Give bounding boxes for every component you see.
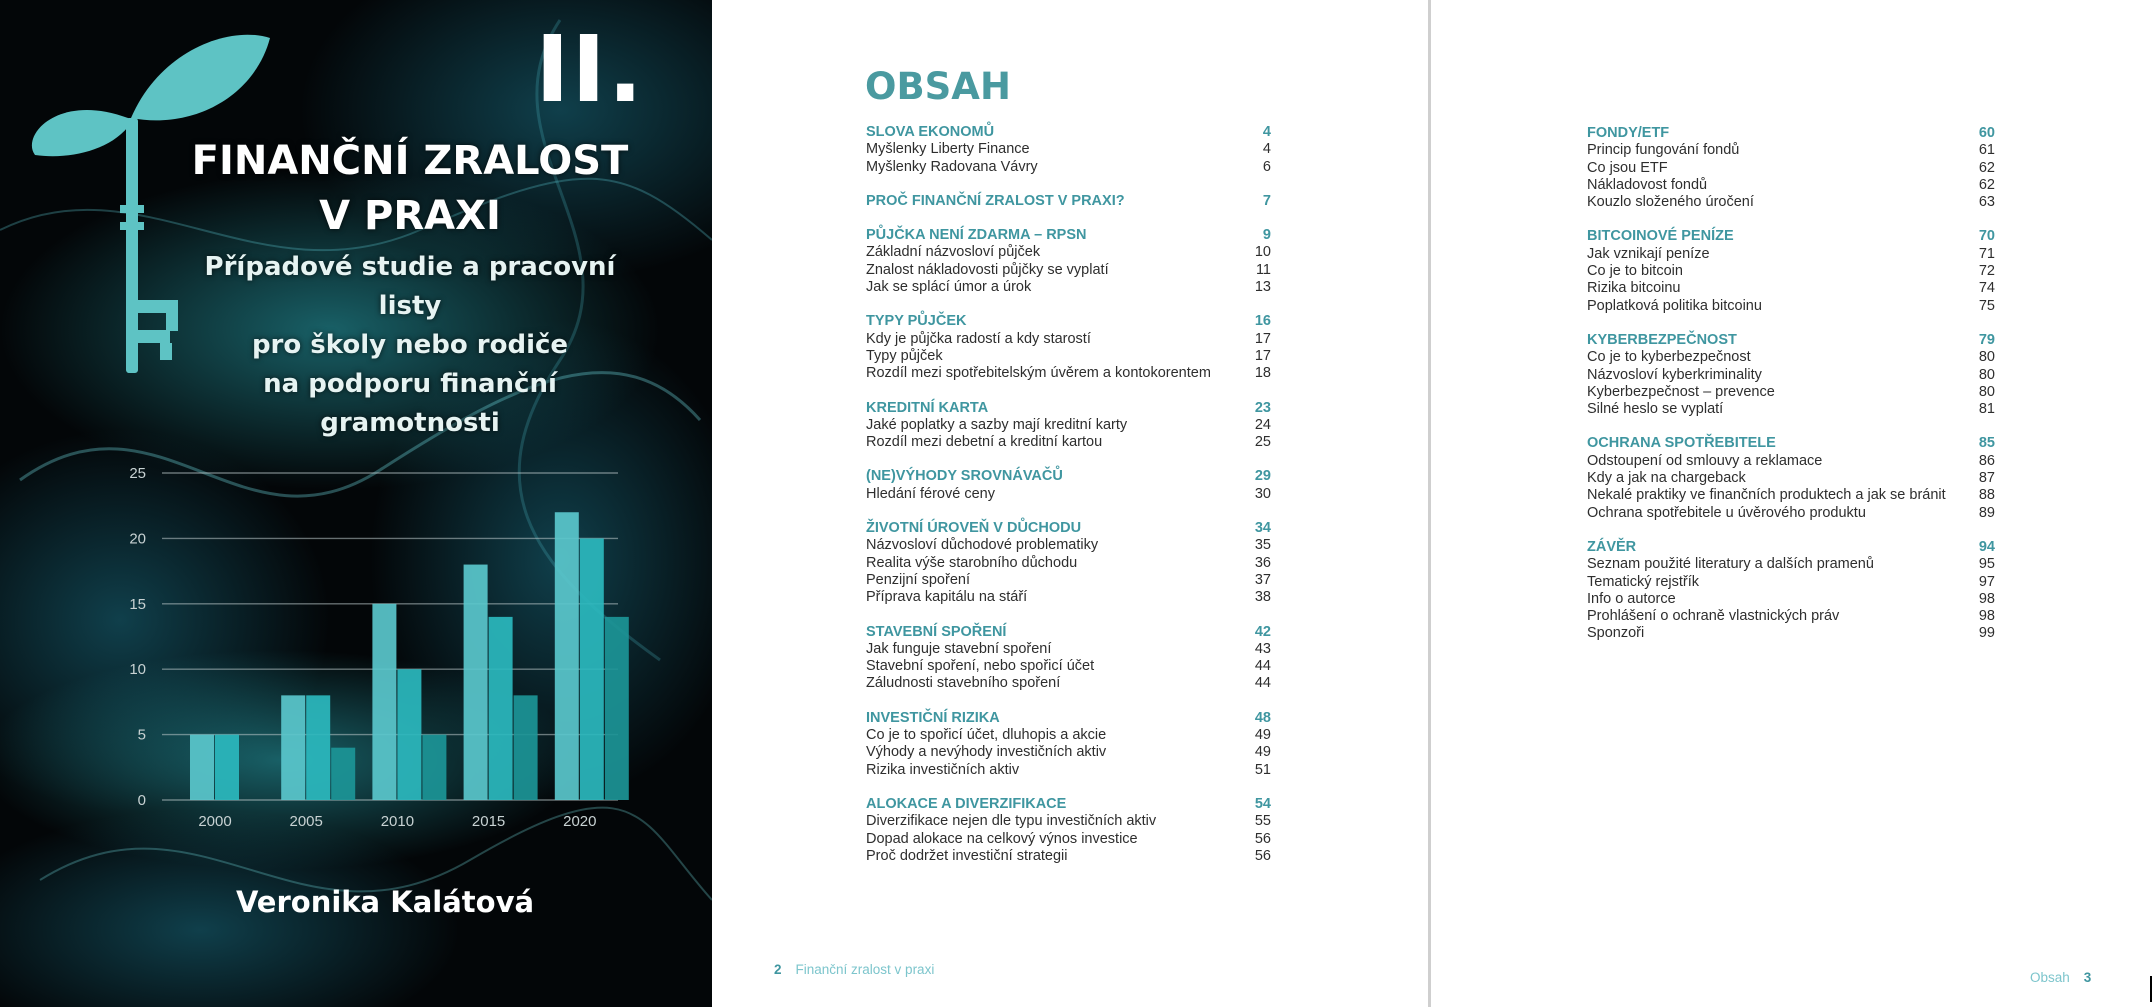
toc-entry-page: 62 bbox=[1978, 159, 1995, 176]
toc-section bbox=[1587, 539, 1995, 643]
toc-section bbox=[866, 520, 1271, 606]
toc-entry-label: STAVEBNÍ SPOŘENÍ bbox=[866, 623, 1007, 640]
toc-item[interactable] bbox=[1587, 367, 1995, 384]
toc-section-title[interactable] bbox=[866, 796, 1271, 813]
toc-item[interactable] bbox=[866, 159, 1271, 176]
toc-entry-label: Co jsou ETF bbox=[1587, 159, 1668, 176]
chart-bar bbox=[580, 538, 604, 800]
toc-entry-page: 94 bbox=[1978, 538, 1995, 555]
cover-subtitle-line: pro školy nebo rodiče bbox=[251, 330, 569, 360]
running-title: Finanční zralost v praxi bbox=[795, 962, 935, 977]
toc-section bbox=[1587, 228, 1995, 314]
toc-entry-page: 74 bbox=[1978, 280, 1995, 297]
toc-entry-label: Realita výše starobního důchodu bbox=[866, 554, 1078, 571]
toc-section bbox=[1587, 332, 1995, 418]
toc-entry-page: 86 bbox=[1978, 452, 1995, 469]
toc-entry-label: Jak funguje stavební spoření bbox=[866, 640, 1052, 657]
toc-entry-label: Seznam použité literatury a dalších pramenů bbox=[1587, 556, 1874, 573]
toc-entry-label: Typy půjček bbox=[866, 347, 943, 364]
toc-entry-label: (NE)VÝHODY SROVNÁVAČŮ bbox=[866, 468, 1063, 485]
toc-item[interactable] bbox=[866, 762, 1271, 779]
cover-title-line: FINANČNÍ ZRALOST bbox=[191, 138, 629, 184]
toc-section-title[interactable] bbox=[1587, 125, 1995, 142]
toc-item[interactable] bbox=[866, 589, 1271, 606]
toc-entry-label: Kdy je půjčka radostí a kdy starostí bbox=[866, 330, 1091, 347]
chart-y-tick-label: 10 bbox=[129, 661, 146, 679]
toc-entry-label: Myšlenky Radovana Vávry bbox=[866, 158, 1038, 175]
toc-entry-page: 98 bbox=[1978, 590, 1995, 607]
toc-entry-page: 97 bbox=[1978, 573, 1995, 590]
toc-entry-page: 4 bbox=[1262, 141, 1271, 158]
chart-bar bbox=[331, 748, 355, 800]
toc-item[interactable] bbox=[1587, 401, 1995, 418]
chart-y-tick-label: 25 bbox=[129, 465, 146, 482]
toc-entry-page: 80 bbox=[1978, 366, 1995, 383]
chart-bar bbox=[215, 735, 239, 800]
toc-entry-page: 25 bbox=[1254, 434, 1271, 451]
cover-author: Veronika Kalátová bbox=[235, 885, 535, 919]
toc-item[interactable] bbox=[866, 537, 1271, 554]
toc-item[interactable] bbox=[1587, 160, 1995, 177]
toc-entry-page: 42 bbox=[1254, 623, 1271, 640]
toc-entry-label: Co je to spořicí účet, dluhopis a akcie bbox=[866, 727, 1107, 744]
toc-entry-page: 56 bbox=[1254, 830, 1271, 847]
toc-item[interactable] bbox=[866, 641, 1271, 658]
toc-section-title[interactable] bbox=[866, 710, 1271, 727]
toc-item[interactable] bbox=[866, 434, 1271, 451]
chart-x-tick-label: 2020 bbox=[563, 813, 597, 830]
toc-entry-label: Proč dodržet investiční strategii bbox=[866, 847, 1068, 864]
toc-section bbox=[866, 400, 1271, 452]
toc-item[interactable] bbox=[1587, 280, 1995, 297]
toc-item[interactable] bbox=[866, 348, 1271, 365]
toc-entry-page: 99 bbox=[1978, 625, 1995, 642]
toc-entry-label: Odstoupení od smlouvy a reklamace bbox=[1587, 452, 1823, 469]
chart-bar bbox=[605, 617, 629, 800]
toc-entry-page: 4 bbox=[1262, 124, 1271, 140]
toc-entry-page: 60 bbox=[1978, 125, 1995, 141]
toc-item[interactable] bbox=[866, 831, 1271, 848]
toc-entry-page: 9 bbox=[1262, 227, 1271, 244]
toc-item[interactable] bbox=[1587, 591, 1995, 608]
toc-entry-page: 81 bbox=[1978, 401, 1995, 418]
chart-x-tick-label: 2010 bbox=[380, 813, 415, 830]
toc-item[interactable] bbox=[866, 848, 1271, 865]
toc-entry-label: Info o autorce bbox=[1587, 590, 1676, 607]
toc-section-title[interactable] bbox=[1587, 332, 1995, 349]
toc-section-title[interactable] bbox=[866, 520, 1271, 537]
toc-item[interactable] bbox=[866, 279, 1271, 296]
toc-entry-label: Jaké poplatky a sazby mají kreditní karty bbox=[866, 416, 1128, 433]
toc-entry-page: 51 bbox=[1254, 761, 1271, 778]
toc-entry-page: 70 bbox=[1978, 228, 1995, 245]
chart-bar bbox=[306, 695, 330, 800]
toc-entry-page: 17 bbox=[1254, 347, 1271, 364]
right-page-footer bbox=[2030, 969, 2091, 987]
chart-y-tick-label: 15 bbox=[129, 595, 146, 613]
toc-entry-page: 95 bbox=[1978, 556, 1995, 573]
chart-bar bbox=[190, 735, 214, 800]
toc-item[interactable] bbox=[1587, 608, 1995, 625]
toc-item[interactable] bbox=[866, 486, 1271, 503]
toc-item[interactable] bbox=[866, 331, 1271, 348]
toc-section bbox=[1587, 435, 1995, 521]
toc-entry-page: 55 bbox=[1254, 813, 1271, 830]
cover-subtitle-line: Případové studie a pracovní listy bbox=[204, 252, 616, 321]
toc-entry-page: 13 bbox=[1254, 279, 1271, 296]
toc-entry-label: KYBERBEZPEČNOST bbox=[1587, 331, 1737, 348]
toc-entry-label: Ochrana spotřebitele u úvěrového produktu bbox=[1587, 504, 1866, 521]
left-page-footer bbox=[774, 961, 934, 979]
toc-entry-label: SLOVA EKONOMŮ bbox=[866, 124, 995, 140]
toc-entry-label: Kyberbezpečnost – prevence bbox=[1587, 383, 1775, 400]
toc-entry-page: 16 bbox=[1254, 313, 1271, 330]
toc-entry-page: 75 bbox=[1978, 297, 1995, 314]
toc-entry-page: 35 bbox=[1254, 537, 1271, 554]
chart-bar bbox=[464, 565, 488, 800]
toc-section-title[interactable] bbox=[866, 400, 1271, 417]
toc-item[interactable] bbox=[1587, 177, 1995, 194]
toc-entry-page: 80 bbox=[1978, 349, 1995, 366]
toc-entry-label: Penzijní spoření bbox=[866, 571, 970, 588]
toc-entry-page: 85 bbox=[1978, 435, 1995, 452]
toc-section bbox=[866, 468, 1271, 503]
toc-entry-label: Princip fungování fondů bbox=[1587, 142, 1740, 159]
toc-section-title[interactable] bbox=[1587, 228, 1995, 245]
chart-y-tick-label: 0 bbox=[137, 792, 146, 809]
toc-entry-label: Jak se splácí úmor a úrok bbox=[866, 279, 1032, 296]
toc-entry-page: 61 bbox=[1978, 142, 1995, 159]
chart-bar bbox=[489, 617, 513, 800]
toc-entry-page: 54 bbox=[1254, 795, 1271, 812]
chart-y-tick-label: 20 bbox=[129, 530, 146, 548]
toc-entry-label: Rozdíl mezi debetní a kreditní kartou bbox=[866, 434, 1103, 451]
toc-entry-page: 38 bbox=[1254, 589, 1271, 606]
toc-entry-page: 80 bbox=[1978, 383, 1995, 400]
toc-item[interactable] bbox=[1587, 556, 1995, 573]
toc-entry-label: Základní názvosloví půjček bbox=[866, 244, 1041, 261]
toc-entry-page: 89 bbox=[1978, 504, 1995, 521]
chart-x-tick-label: 2015 bbox=[471, 813, 506, 830]
toc-item[interactable] bbox=[866, 141, 1271, 158]
toc-entry-page: 79 bbox=[1978, 331, 1995, 348]
volume-number: II. bbox=[535, 16, 645, 123]
toc-section bbox=[866, 796, 1271, 865]
toc-entry-page: 24 bbox=[1254, 416, 1271, 433]
toc-section-title[interactable] bbox=[866, 313, 1271, 330]
toc-item[interactable] bbox=[1587, 263, 1995, 280]
page-spine bbox=[1428, 0, 1431, 1007]
toc-entry-label: OCHRANA SPOTŘEBITELE bbox=[1587, 435, 1776, 452]
chart-bar bbox=[281, 695, 305, 800]
toc-entry-label: Tematický rejstřík bbox=[1587, 573, 1699, 590]
toc-item[interactable] bbox=[1587, 246, 1995, 263]
toc-item[interactable] bbox=[1587, 298, 1995, 315]
toc-entry-page: 72 bbox=[1978, 263, 1995, 280]
toc-entry-label: Názvosloví kyberkriminality bbox=[1587, 366, 1762, 383]
chart-x-tick-label: 2005 bbox=[289, 813, 323, 830]
toc-entry-label: Silné heslo se vyplatí bbox=[1587, 401, 1724, 418]
toc-item[interactable] bbox=[866, 744, 1271, 761]
toc-entry-page: 49 bbox=[1254, 744, 1271, 761]
chart-bar bbox=[514, 695, 538, 800]
toc-left-column bbox=[866, 124, 1271, 882]
toc-entry-label: ALOKACE A DIVERZIFIKACE bbox=[866, 795, 1067, 812]
toc-heading: OBSAH bbox=[865, 65, 1011, 108]
toc-item[interactable] bbox=[1587, 453, 1995, 470]
toc-entry-label: Myšlenky Liberty Finance bbox=[866, 141, 1030, 158]
toc-entry-label: FONDY/ETF bbox=[1587, 125, 1670, 141]
toc-entry-page: 88 bbox=[1978, 487, 1995, 504]
toc-item[interactable] bbox=[866, 365, 1271, 382]
toc-entry-label: Rizika bitcoinu bbox=[1587, 280, 1681, 297]
toc-entry-page: 87 bbox=[1978, 470, 1995, 487]
toc-entry-label: Záludnosti stavebního spoření bbox=[866, 675, 1061, 692]
toc-item[interactable] bbox=[866, 658, 1271, 675]
toc-item[interactable] bbox=[866, 262, 1271, 279]
toc-entry-label: Rizika investičních aktiv bbox=[866, 761, 1020, 778]
toc-entry-page: 44 bbox=[1254, 658, 1271, 675]
toc-entry-label: Stavební spoření, nebo spořicí účet bbox=[866, 658, 1095, 675]
chart-bar bbox=[372, 604, 396, 800]
toc-entry-label: Diverzifikace nejen dle typu investičních aktiv bbox=[866, 813, 1157, 830]
toc-entry-label: Poplatková politika bitcoinu bbox=[1587, 297, 1762, 314]
toc-item[interactable] bbox=[1587, 349, 1995, 366]
cover-subtitle bbox=[180, 248, 640, 443]
toc-section-title[interactable] bbox=[866, 124, 1271, 141]
toc-item[interactable] bbox=[866, 572, 1271, 589]
toc-entry-page: 37 bbox=[1254, 571, 1271, 588]
toc-entry-page: 63 bbox=[1978, 194, 1995, 211]
toc-item[interactable] bbox=[1587, 487, 1995, 504]
toc-entry-page: 30 bbox=[1254, 485, 1271, 502]
toc-entry-page: 34 bbox=[1254, 520, 1271, 537]
toc-entry-page: 23 bbox=[1254, 399, 1271, 416]
toc-entry-label: Kdy a jak na chargeback bbox=[1587, 470, 1746, 487]
toc-entry-label: KREDITNÍ KARTA bbox=[866, 399, 989, 416]
toc-section-title[interactable] bbox=[866, 624, 1271, 641]
chart-bar bbox=[555, 512, 579, 800]
toc-section-title[interactable] bbox=[1587, 435, 1995, 452]
toc-entry-label: Kouzlo složeného úročení bbox=[1587, 194, 1754, 211]
toc-section bbox=[866, 624, 1271, 693]
toc-entry-label: Výhody a nevýhody investičních aktiv bbox=[866, 744, 1107, 761]
toc-item[interactable] bbox=[1587, 505, 1995, 522]
toc-section bbox=[866, 313, 1271, 382]
running-title: Obsah bbox=[2030, 970, 2070, 985]
toc-entry-page: 36 bbox=[1254, 554, 1271, 571]
toc-entry-label: BITCOINOVÉ PENÍZE bbox=[1587, 228, 1734, 245]
text-cursor bbox=[2150, 976, 2152, 1002]
toc-item[interactable] bbox=[1587, 625, 1995, 642]
toc-entry-label: Nekalé praktiky ve finančních produktech a jak se bránit bbox=[1587, 487, 1946, 504]
toc-entry-page: 98 bbox=[1978, 608, 1995, 625]
toc-entry-page: 17 bbox=[1254, 330, 1271, 347]
toc-section bbox=[866, 193, 1271, 210]
toc-item[interactable] bbox=[1587, 574, 1995, 591]
toc-item[interactable] bbox=[866, 675, 1271, 692]
toc-entry-page: 43 bbox=[1254, 640, 1271, 657]
toc-section-title[interactable] bbox=[1587, 539, 1995, 556]
toc-item[interactable] bbox=[1587, 142, 1995, 159]
toc-section-title[interactable] bbox=[866, 193, 1271, 210]
toc-entry-label: Hledání férové ceny bbox=[866, 485, 995, 502]
toc-item[interactable] bbox=[866, 555, 1271, 572]
toc-section bbox=[866, 227, 1271, 296]
toc-entry-page: 44 bbox=[1254, 675, 1271, 692]
toc-item[interactable] bbox=[1587, 194, 1995, 211]
toc-entry-label: Znalost nákladovosti půjčky se vyplatí bbox=[866, 261, 1109, 278]
page-number: 2 bbox=[774, 962, 782, 977]
toc-entry-label: Rozdíl mezi spotřebitelským úvěrem a kontokorentem bbox=[866, 365, 1211, 382]
toc-entry-label: Názvosloví důchodové problematiky bbox=[866, 537, 1099, 554]
toc-item[interactable] bbox=[866, 727, 1271, 744]
toc-right-column bbox=[1587, 125, 1995, 660]
chart-bar bbox=[422, 735, 446, 800]
toc-entry-label: PROČ FINANČNÍ ZRALOST V PRAXI? bbox=[866, 192, 1125, 209]
page-number: 3 bbox=[2083, 970, 2092, 985]
toc-entry-label: TYPY PŮJČEK bbox=[866, 313, 967, 330]
toc-entry-label: Příprava kapitálu na stáří bbox=[866, 589, 1028, 606]
toc-section-title[interactable] bbox=[866, 227, 1271, 244]
cover-subtitle-line: na podporu finanční gramotnosti bbox=[263, 369, 557, 438]
toc-entry-label: Co je to kyberbezpečnost bbox=[1587, 349, 1751, 366]
cover-title bbox=[180, 134, 640, 244]
toc-section bbox=[1587, 125, 1995, 211]
toc-entry-page: 48 bbox=[1254, 709, 1271, 726]
toc-item[interactable] bbox=[866, 417, 1271, 434]
toc-item[interactable] bbox=[1587, 384, 1995, 401]
toc-entry-page: 71 bbox=[1978, 245, 1995, 262]
toc-section bbox=[866, 710, 1271, 779]
toc-entry-page: 62 bbox=[1978, 176, 1995, 193]
toc-entry-label: Jak vznikají peníze bbox=[1587, 245, 1710, 262]
toc-entry-page: 56 bbox=[1254, 847, 1271, 864]
toc-entry-page: 29 bbox=[1254, 468, 1271, 485]
toc-item[interactable] bbox=[1587, 470, 1995, 487]
book-cover bbox=[0, 0, 712, 1007]
cover-title-line: V PRAXI bbox=[319, 193, 501, 239]
chart-bar bbox=[397, 669, 421, 800]
toc-entry-page: 11 bbox=[1255, 261, 1271, 278]
toc-entry-label: Prohlášení o ochraně vlastnických práv bbox=[1587, 608, 1840, 625]
toc-entry-label: Dopad alokace na celkový výnos investice bbox=[866, 830, 1138, 847]
toc-entry-page: 49 bbox=[1254, 727, 1271, 744]
toc-section-title[interactable] bbox=[866, 468, 1271, 485]
chart-x-tick-label: 2000 bbox=[198, 813, 232, 830]
toc-entry-label: INVESTIČNÍ RIZIKA bbox=[866, 709, 1000, 726]
toc-entry-label: PŮJČKA NENÍ ZDARMA – RPSN bbox=[866, 227, 1087, 244]
toc-item[interactable] bbox=[866, 244, 1271, 261]
toc-entry-label: ZÁVĚR bbox=[1587, 538, 1637, 555]
toc-entry-page: 18 bbox=[1254, 365, 1271, 382]
toc-entry-label: Nákladovost fondů bbox=[1587, 176, 1708, 193]
chart-y-tick-label: 5 bbox=[137, 726, 146, 744]
toc-entry-page: 6 bbox=[1262, 158, 1271, 175]
toc-item[interactable] bbox=[866, 813, 1271, 830]
toc-entry-page: 10 bbox=[1254, 244, 1271, 261]
toc-entry-label: ŽIVOTNÍ ÚROVEŇ V DŮCHODU bbox=[866, 520, 1082, 537]
toc-entry-label: Sponzoři bbox=[1587, 625, 1645, 642]
toc-section bbox=[866, 124, 1271, 176]
toc-entry-page: 7 bbox=[1262, 192, 1271, 209]
toc-entry-label: Co je to bitcoin bbox=[1587, 263, 1683, 280]
